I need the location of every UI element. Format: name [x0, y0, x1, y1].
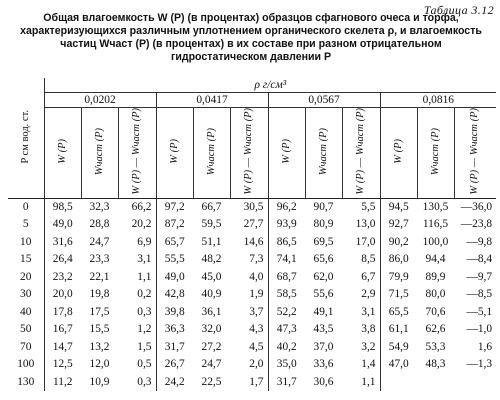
value-cell: 39,8 [156, 304, 193, 322]
value-cell: 62,6 [425, 323, 446, 336]
value-cell [454, 374, 496, 392]
pressure-cell: 10 [8, 234, 44, 252]
value-cell: 26,4 [52, 253, 73, 266]
value-cell: 22,1 [89, 270, 110, 283]
value-cell: 36,3 [156, 321, 193, 339]
value-cell: 6,7 [361, 270, 376, 283]
value-cell: 36,1 [201, 305, 222, 318]
sub-column-header [342, 108, 380, 199]
value-cell: —9,7 [466, 270, 493, 283]
value-cell: 3,7 [249, 305, 264, 318]
value-cell: 4,3 [249, 323, 264, 336]
value-cell: 24,7 [201, 358, 222, 371]
value-cell: 58,5 [268, 286, 305, 304]
value-cell: 79,9 [380, 269, 417, 287]
value-cell: 7,3 [249, 253, 264, 266]
density-header: 0,0567 [268, 93, 380, 108]
value-cell: 80,0 [425, 288, 446, 301]
sub-column-header [81, 108, 118, 199]
value-cell: 27,2 [201, 340, 222, 353]
value-cell: 61,1 [380, 321, 417, 339]
value-cell: 19,8 [89, 288, 110, 301]
table-row [8, 304, 496, 322]
pressure-cell: 130 [8, 374, 44, 392]
sub-column-header [305, 108, 342, 199]
value-cell: —1,3 [466, 358, 493, 371]
sub-column-label: W (P) — Wчаст (P) [355, 108, 366, 195]
value-cell: 24,7 [89, 235, 110, 248]
value-cell: 48,3 [425, 358, 446, 371]
value-cell: 37,0 [313, 340, 334, 353]
table-caption [18, 12, 484, 64]
value-cell: 47,3 [268, 321, 305, 339]
value-cell: 20,2 [131, 218, 152, 231]
value-cell: 32,0 [201, 323, 222, 336]
value-cell [417, 374, 454, 392]
sub-column-header [44, 108, 81, 199]
sub-column-header [118, 108, 156, 199]
value-cell: 80,9 [313, 218, 334, 231]
value-cell: 40,9 [201, 288, 222, 301]
value-cell: —9,8 [466, 235, 493, 248]
value-cell: 20,0 [52, 288, 73, 301]
pressure-cell: 20 [8, 269, 44, 287]
value-cell: 96,2 [268, 198, 305, 216]
value-cell: 13,0 [355, 218, 376, 231]
value-cell: 31,6 [52, 235, 73, 248]
sub-column-label: W (P) — Wчаст (P) [243, 108, 254, 195]
value-cell: 5,5 [361, 200, 376, 213]
value-cell: 65,6 [313, 253, 334, 266]
value-cell: 24,2 [156, 374, 193, 392]
pressure-cell: 50 [8, 321, 44, 339]
value-cell: 65,5 [380, 304, 417, 322]
value-cell: 49,0 [156, 269, 193, 287]
value-cell: 90,7 [313, 200, 334, 213]
value-cell: 55,6 [313, 288, 334, 301]
value-cell: 27,7 [243, 218, 264, 231]
value-cell: —5,1 [466, 305, 493, 318]
sub-column-header [230, 108, 268, 199]
value-cell: 2,9 [361, 288, 376, 301]
value-cell: 70,6 [425, 305, 446, 318]
pressure-cell: 40 [8, 304, 44, 322]
density-group-header: ρ г/см³ [44, 78, 496, 93]
value-cell: 68,7 [268, 269, 305, 287]
sub-column-label: Wчаст (P) [205, 127, 217, 175]
pressure-header-label: P см вод. ст. [19, 109, 31, 164]
value-cell: 14,7 [52, 340, 73, 353]
value-cell: 55,5 [156, 251, 193, 269]
caption-line-1: Общая влагоемкость W (P) (в процентах) образцов сфагнового очеса и торфа, [43, 12, 459, 24]
value-cell: 6,9 [137, 235, 152, 248]
sub-column-label: Wчаст (P) [317, 127, 329, 175]
value-cell: —23,8 [460, 218, 493, 231]
value-cell: 86,0 [380, 251, 417, 269]
value-cell: 74,1 [268, 251, 305, 269]
value-cell: 69,5 [313, 235, 334, 248]
sub-column-header [193, 108, 230, 199]
value-cell: 1,9 [249, 288, 264, 301]
value-cell: 43,5 [313, 323, 334, 336]
sub-column-label: W (P) [168, 138, 180, 164]
value-cell: 40,2 [268, 339, 305, 357]
value-cell: 92,7 [380, 216, 417, 234]
value-cell: 31,7 [268, 374, 305, 392]
value-cell: 1,1 [361, 375, 376, 388]
value-cell: 30,5 [243, 200, 264, 213]
pressure-cell: 15 [8, 251, 44, 269]
density-header: 0,0202 [44, 93, 156, 108]
value-cell: 89,9 [425, 270, 446, 283]
value-cell: 94,5 [380, 198, 417, 216]
table-number: Таблица 3.12 [423, 3, 494, 17]
table-row [8, 374, 496, 392]
value-cell: 116,5 [422, 218, 449, 231]
value-cell: 94,4 [425, 253, 446, 266]
sub-column-header [268, 108, 305, 199]
value-cell: 11,2 [52, 375, 73, 388]
value-cell: 71,5 [380, 286, 417, 304]
value-cell: 1,5 [137, 340, 152, 353]
value-cell: —36,0 [460, 200, 493, 213]
value-cell: 97,2 [156, 198, 193, 216]
value-cell: 66,2 [131, 200, 152, 213]
sub-column-label: W (P) [280, 138, 292, 164]
value-cell: 23,2 [52, 270, 73, 283]
value-cell: 23,3 [89, 253, 110, 266]
value-cell: 47,0 [380, 356, 417, 374]
sub-column-label: W (P) — Wчаст (P) [131, 108, 142, 195]
table-row [8, 198, 496, 216]
value-cell: 48,2 [201, 253, 222, 266]
value-cell: 0,2 [137, 288, 152, 301]
data-table [8, 78, 496, 391]
value-cell: 86,5 [268, 234, 305, 252]
pressure-cell: 30 [8, 286, 44, 304]
value-cell: —8,5 [466, 288, 493, 301]
sub-column-label: W (P) [392, 138, 404, 164]
value-cell: 31,7 [156, 339, 193, 357]
value-cell: —1,0 [466, 323, 493, 336]
value-cell: 130,5 [422, 200, 449, 213]
value-cell: 45,0 [201, 270, 222, 283]
pressure-cell: 5 [8, 216, 44, 234]
value-cell: 14,6 [243, 235, 264, 248]
value-cell: 42,8 [156, 286, 193, 304]
caption-line-2: характеризующихся различным уплотнением органического скелета ρ, и влагоемкость [20, 25, 482, 37]
value-cell: 0,3 [137, 305, 152, 318]
table-row [8, 269, 496, 287]
table-row [8, 356, 496, 374]
value-cell: 66,7 [201, 200, 222, 213]
table-row [8, 339, 496, 357]
value-cell: 62,0 [313, 270, 334, 283]
value-cell: 32,3 [89, 200, 110, 213]
value-cell: 1,4 [361, 358, 376, 371]
value-cell: 10,9 [89, 375, 110, 388]
pressure-cell: 70 [8, 339, 44, 357]
pressure-cell: 0 [8, 198, 44, 216]
value-cell: 1,2 [137, 323, 152, 336]
sub-column-header [417, 108, 454, 199]
value-cell: 16,7 [52, 323, 73, 336]
value-cell: 4,5 [249, 340, 264, 353]
value-cell: 17,8 [52, 305, 73, 318]
value-cell: 12,0 [89, 358, 110, 371]
value-cell: 15,5 [89, 323, 110, 336]
value-cell: 3,1 [137, 253, 152, 266]
value-cell: 22,5 [201, 375, 222, 388]
value-cell: 100,0 [422, 235, 449, 248]
table-row [8, 286, 496, 304]
pressure-cell: 100 [8, 356, 44, 374]
value-cell: 52,2 [268, 304, 305, 322]
value-cell: —8,4 [466, 253, 493, 266]
table-row [8, 251, 496, 269]
value-cell: 3,1 [361, 305, 376, 318]
value-cell: 65,7 [156, 234, 193, 252]
value-cell: 54,9 [380, 339, 417, 357]
value-cell: 87,2 [156, 216, 193, 234]
value-cell: 59,5 [201, 218, 222, 231]
value-cell: 35,0 [268, 356, 305, 374]
value-cell: 12,5 [52, 358, 73, 371]
caption-line-3: частиц Wчаст (P) (в процентах) в их составе при разном отрицательном [60, 38, 442, 50]
table-row [8, 216, 496, 234]
value-cell: 49,0 [52, 218, 73, 231]
sub-column-label: W (P) — Wчаст (P) [469, 108, 481, 195]
value-cell: 26,7 [156, 356, 193, 374]
caption-line-4: гидростатическом давлении P [170, 51, 332, 63]
value-cell: 3,2 [361, 340, 376, 353]
value-cell: 30,6 [313, 375, 334, 388]
value-cell: 0,5 [137, 358, 152, 371]
value-cell: 4,0 [249, 270, 264, 283]
value-cell [380, 374, 417, 392]
value-cell: 1,6 [477, 340, 493, 353]
value-cell: 17,0 [355, 235, 376, 248]
value-cell: 28,8 [89, 218, 110, 231]
sub-column-label: Wчаст (P) [429, 127, 441, 175]
value-cell: 2,0 [249, 358, 264, 371]
value-cell: 51,1 [201, 235, 222, 248]
value-cell: 53,3 [425, 340, 446, 353]
sub-column-header [380, 108, 417, 199]
density-header: 0,0816 [380, 93, 496, 108]
value-cell: 90,2 [380, 234, 417, 252]
value-cell: 49,1 [313, 305, 334, 318]
value-cell: 1,1 [137, 270, 152, 283]
sub-column-label: W (P) [56, 138, 68, 164]
sub-column-header [156, 108, 193, 199]
table-row [8, 321, 496, 339]
table-row [8, 234, 496, 252]
pressure-column-header [8, 78, 44, 198]
sub-column-label: Wчаст (P) [93, 127, 105, 175]
value-cell: 13,2 [89, 340, 110, 353]
value-cell: 17,5 [89, 305, 110, 318]
value-cell: 0,3 [137, 375, 152, 388]
density-header: 0,0417 [156, 93, 268, 108]
value-cell: 33,6 [313, 358, 334, 371]
value-cell: 98,5 [52, 200, 73, 213]
sub-column-header [454, 108, 496, 199]
value-cell: 93,9 [268, 216, 305, 234]
value-cell: 1,7 [249, 375, 264, 388]
value-cell: 8,5 [361, 253, 376, 266]
value-cell: 3,8 [361, 323, 376, 336]
